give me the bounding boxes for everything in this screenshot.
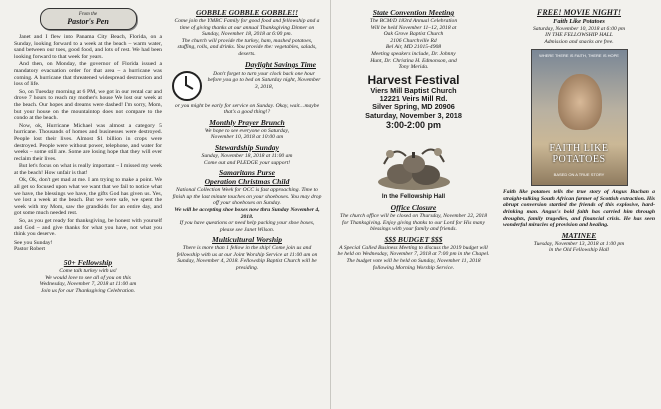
- harvest-church: Viers Mill Baptist Church: [370, 85, 457, 95]
- letter-paragraph: Janet and I flew into Panama City Beach, Florida, on a Sunday, looking forward to a week at the beach – warm water, sand between our toes, good food, and lots of rest. We had been looking forward to that week for years.: [14, 34, 162, 60]
- multicultural-text: There is more than 1 fellow in the ship! Come join us and fellowship with us at our Joint Worship Service at 11:00 am on Sunday, November 4, 2018. Fellowship Baptist Church will be presiding.: [176, 245, 318, 272]
- letter-paragraph: And then, on Monday, the governor of Florida issued a mandatory evacuation order for that area – a hurricane was coming. A hurricane that threatened widespread destruction and loss of life.: [14, 61, 162, 88]
- fellowship-line: We would love to see all of you on this: [45, 274, 131, 281]
- gobble-heading: GOBBLE GOBBLE GOBBLE!!: [195, 8, 299, 17]
- column-events: [172, 6, 322, 405]
- convention-line: Oak Grove Baptist Church: [383, 31, 444, 38]
- fellowship-line: Join us for our Thanksgiving Celebration.: [40, 287, 136, 294]
- letter-paragraph: Now, ok, Hurricane Michael was almost a category 5 hurricane. Thousands of homes and businesses were destroyed. People lost their lives. Almost $1 billion in crops were destroyed. People were without power, telephone, and water for weeks – some still are. Some are losing hope that they will ever reclaim their lives.: [14, 122, 162, 162]
- movie-line: Admission and snacks are free.: [544, 38, 614, 45]
- harvest-city: Silver Spring, MD 20906: [372, 102, 455, 112]
- letter-signature: Pastor Robert: [14, 246, 46, 253]
- multicultural-heading: Multicultural Worship: [212, 235, 282, 245]
- brunch-line: November 10, 2018 at 10:00 am: [210, 134, 284, 141]
- budget-text: A Special Called Business Meeting to discuss the 2019 budget will be held on Wednesday, November 7, 2018 at 7:00 pm in the Chapel. The budget vote will be held on Sunday, November 11, 2018 following Morning Worship Service.: [337, 244, 490, 271]
- pastor-letter: [14, 34, 162, 238]
- dst-heading: Daylight Savings Time: [244, 59, 316, 69]
- column-harvest: [337, 6, 490, 405]
- stewardship-line: Sunday, November 18, 2018 at 11:00 am: [201, 152, 293, 159]
- clock-icon: [172, 71, 202, 101]
- harvest-time: 3:00-2:00 pm: [385, 119, 442, 130]
- letter-paragraph: So, on Tuesday morning at 6 PM, we got in our rental car and drove 7 hours to reach my mother's house We lost our week at the beach. Our hopes and dreams were dashed! I'm sorry, Mom, but your house on the mountaintop does not compare to the condo at the beach.: [14, 88, 162, 122]
- dst-block: [172, 71, 322, 101]
- convention-line: Tony Merida.: [398, 64, 429, 71]
- column-movie-night: [503, 6, 655, 405]
- stewardship-line: Come out and PLEDGE your support!: [203, 159, 291, 166]
- stewardship-heading: Stewardship Sunday: [215, 142, 279, 152]
- convention-line: The BCM/D 183rd Annual Celebration: [369, 18, 458, 24]
- harvest-address: 12221 Veirs Mill Rd.: [379, 94, 448, 104]
- dst-text-2: or you might be early for service on Sunday. Okay, wait…maybe that's a good thing!?: [174, 102, 320, 116]
- brunch-heading: Monthly Prayer Brunch: [209, 117, 285, 127]
- movie-name: Faith Like Potatoes: [553, 18, 605, 25]
- pastors-pen-banner: [40, 8, 137, 30]
- occ-text-2: If you have questions or need help packing your shoe boxes, please see Janet Wilson.: [179, 220, 315, 233]
- poster-tagline: WHERE THERE IS FAITH, THERE IS HOPE: [539, 53, 619, 59]
- letter-closing: See you Sunday!: [14, 239, 53, 246]
- matinee-line: in the Old Fellowship Hall: [549, 247, 609, 254]
- matinee-line: Tuesday, November 13, 2018 at 1:00 pm: [533, 240, 625, 247]
- gobble-text: The church will provide the turkey, ham, mashed potatoes, stuffing, rolls, and drinks. You provide the: vegetables, salads, deserts.: [177, 37, 317, 57]
- letter-paragraph: So, as you get ready for thanksgiving, be honest with yourself and God – and give thanks for what you have, not what you think you deserve.: [14, 218, 162, 238]
- movie-night-heading: FREE! MOVIE NIGHT!: [536, 8, 622, 17]
- letter-paragraph: Ok, Ok, don't get mad at me. I am trying to make a point. We all get so focused upon what we want that we fail to notice what we have, the blessings we have, the gifts God has given us. Yes, we lost a week at the beach. But we were safe, we spent the week with my Mom, saw the grandkids for an entire day, and got some much needed rest.: [14, 177, 162, 217]
- harvest-illustration: [374, 134, 454, 192]
- harvest-title: Harvest Festival: [367, 72, 460, 87]
- convention-line: Will be held November 11–12, 2018 at: [370, 24, 457, 31]
- harvest-festival-block: [337, 73, 490, 131]
- movie-description: Faith like potatoes tells the true story of Angus Buchan a straight-talking South African farmer of Scottish extraction. His abrupt conversion startled the friends of this explosive, hard-drinking man. Angus's bold faith has carried him through droughts, family tragedies, and financial crisis. He has seen wonderful miracles of provision and healing.: [503, 189, 655, 229]
- budget-heading: $$$ BUDGET $$$: [384, 234, 443, 244]
- fellowship-heading: 50+ Fellowship: [63, 258, 113, 267]
- convention-line: 2106 Churchville Rd: [390, 37, 437, 44]
- column-pastors-pen: [14, 6, 162, 405]
- occ-text: National Collection Week for OCC is fast approaching. Time to finish up the last minute touches on your shoeboxes. You may drop off your shoeboxes on Sunday.: [172, 187, 322, 207]
- letter-paragraph: But let's focus on what is really important – I missed my week at the beach! How unfair is that!: [14, 163, 162, 176]
- fellowship-line: Wednesday, November 7, 2018 at 11:00 am: [39, 281, 137, 288]
- samaritans-heading: Samaritans Purse: [219, 168, 275, 178]
- movie-line: IN THE FELLOWSHIP HALL: [545, 32, 613, 39]
- fellowship-line: Come talk turkey with us!: [59, 268, 117, 274]
- page-fold: [330, 0, 331, 409]
- occ-heading: Operation Christmas Child: [204, 177, 290, 187]
- dst-text: Don't forget to turn your clock back one hour before you go to bed on Saturday night, November 3, 2018,: [207, 70, 321, 90]
- harvest-date: Saturday, November 3, 2018: [365, 110, 462, 120]
- movie-poster: [531, 49, 628, 186]
- poster-title: FAITH LIKE POTATOES: [549, 143, 609, 166]
- matinee-heading: MATINEE: [561, 230, 597, 240]
- convention-line: Meeting speakers include, Dr. Johnny: [371, 50, 456, 57]
- brunch-line: We hope to see everyone on Saturday,: [204, 127, 290, 134]
- occ-bold-text: We will be accepting shoe boxes now thru Sunday November 4, 2018.: [174, 206, 320, 220]
- gobble-text: Come join the YMBC Family for good food and fellowship and a time of giving thanks at our annual Thanksgiving Dinner on Sunday, November 18, 2018 at 6:00 pm.: [174, 18, 320, 38]
- poster-portrait: [558, 74, 602, 130]
- convention-heading: State Convention Meeting: [372, 8, 455, 17]
- convention-line: Bel Air, MD 21015-4908: [385, 44, 442, 51]
- poster-caption: BASED ON A TRUE STORY: [553, 172, 605, 178]
- harvest-location: In the Fellowship Hall: [381, 192, 446, 200]
- office-closure-heading: Office Closure: [390, 202, 437, 212]
- convention-line: Hunt, Dr. Christina H. Edmonson, and: [370, 57, 457, 64]
- movie-line: Saturday, November 10, 2018 at 6:00 pm: [532, 25, 626, 32]
- office-closure-text: The church office will be closed on Thursday, November 22, 2018 for Thanksgiving. Enjoy giving thanks to our Lord for His many blessings with your family and friends.: [339, 212, 488, 233]
- banner-top-text: From the: [78, 12, 98, 17]
- banner-main-text: Pastor's Pen: [67, 17, 109, 26]
- harvest-pumpkins-icon: [374, 134, 454, 192]
